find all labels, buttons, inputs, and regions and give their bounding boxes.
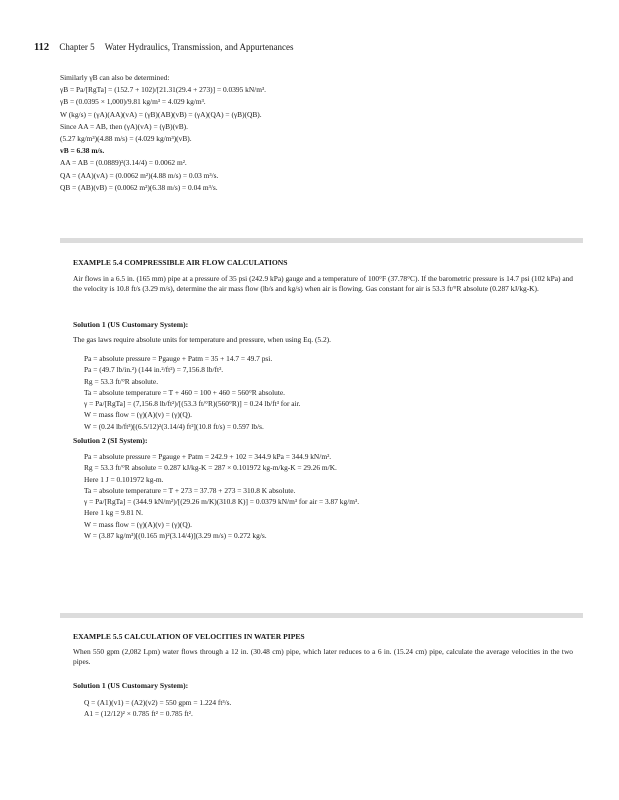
equation-line-3: Rg = 53.3 ft/°R absolute. [84,376,159,386]
solution-line-3: γB = (0.0395 × 1,000)/9.81 kg/m³ = 4.029 kg/m³. [60,97,206,107]
equation-line-8: W = (3.87 kg/m³)[(0.165 m)²(3.14/4)](3.29 m/s) = 0.272 kg/s. [84,531,267,541]
equation-line-4: Ta = absolute temperature = T + 273 = 37.78 + 273 = 310.8 K absolute. [84,485,296,495]
solution-line-1: Similarly γB can also be determined: [60,73,170,82]
chapter-title: Water Hydraulics, Transmission, and Appurtenances [104,42,294,52]
example-5-5-solution-1-heading: Solution 1 (US Customary System): [73,681,189,690]
example-5-4-solution-1-equations [84,353,579,432]
solution-line-9: QA = (AA)(vA) = (0.0062 m²)(4.88 m/s) = 0.03 m³/s. [60,170,219,180]
page-header [34,42,294,53]
example-5-4-divider [60,238,583,243]
solution-line-7: vB = 6.38 m/s. [60,146,105,156]
equation-line-1: Pa = absolute pressure = Pgauge + Patm = 242.9 + 102 = 344.9 kPa = 344.9 kN/m². [84,452,332,461]
equation-line-6: W = mass flow = (γ)(A)(v) = (γ)(Q). [84,410,192,420]
example-5-4-solution-2-equations [84,451,579,541]
example-5-4-solution-1-heading: Solution 1 (US Customary System): [73,320,189,329]
equation-line-7: W = (0.24 lb/ft³)[(6.5/12)²(3.14/4) ft²](10.8 ft/s) = 0.597 lb/s. [84,421,264,431]
equation-line-3: Here 1 J = 0.101972 kg-m. [84,474,164,484]
example-5-4-problem: Air flows in a 6.5 in. (165 mm) pipe at a pressure of 35 psi (242.9 kPa) gauge and a temperature of 100°F (37.78°C). If the barometric pressure is 14.7 psi (102 kPa) and the velocity is 10.8 ft/s (3.29 m/s), determine the air mass flow (lb/s and kg/s) when air is flowing. Gas constant for air is 53.3 ft/°R absolute (0.287 kJ/kg-K). [73,274,573,293]
page-number: 112 [34,42,50,53]
example-5-5-divider [60,613,583,618]
solution-line-2: γB = Pa/[RgTa] = (152.7 + 102)/[21.31(29.4 + 273)] = 0.0395 kN/m³. [60,85,267,95]
equation-line-4: Ta = absolute temperature = T + 460 = 100 + 460 = 560°R absolute. [84,387,286,397]
example-5-5-solution-1-equations [84,697,579,720]
solution-line-6: (5.27 kg/m³)(4.88 m/s) = (4.029 kg/m³)(vB). [60,134,192,144]
equation-line-5: γ = Pa/[RgTa] = (344.9 kN/m²)/[(29.26 m/K)(310.8 K)] = 0.0379 kN/m³ for air = 3.87 kg/m³. [84,497,360,507]
solution-line-4: W (kg/s) = (γA)(AA)(vA) = (γB)(AB)(vB) = (γA)(QA) = (γB)(QB). [60,109,262,119]
equation-line-6: Here 1 kg = 9.81 N. [84,508,143,518]
equation-line-5: γ = Pa/[RgTa] = (7,156.8 lb/ft²)/[(53.3 ft/°R)(560°R)] = 0.24 lb/ft³ for air. [84,399,301,409]
example-5-5-problem: When 550 gpm (2,082 Lpm) water flows through a 12 in. (30.48 cm) pipe, which later reduces to a 6 in. (15.24 cm) pipe, calculate the average velocities in the two pipes. [73,647,573,666]
example-5-5-title: EXAMPLE 5.5 CALCULATION OF VELOCITIES IN WATER PIPES [73,632,305,641]
example-5-4-solution-1-intro: The gas laws require absolute units for temperature and pressure, when using Eq. (5.2). [73,335,331,344]
continued-solution-block [60,72,580,194]
equation-line-7: W = mass flow = (γ)(A)(v) = (γ)(Q). [84,519,192,529]
example-5-4-solution-2-heading: Solution 2 (SI System): [73,436,148,445]
solution-line-8: AA = AB = (0.0889)²(3.14/4) = 0.0062 m². [60,158,187,168]
equation-line-2: Pa = (49.7 lb/in.²) (144 in.²/ft²) = 7,156.8 lb/ft². [84,365,224,375]
solution-line-5: Since AA = AB, then (γA)(vA) = (γB)(vB). [60,121,188,131]
example-5-4-title: EXAMPLE 5.4 COMPRESSIBLE AIR FLOW CALCULATIONS [73,258,288,267]
solution-line-10: QB = (AB)(vB) = (0.0062 m²)(6.38 m/s) = 0.04 m³/s. [60,182,218,192]
chapter-label: Chapter 5 [59,42,95,52]
equation-line-2: Rg = 53.3 ft/°R absolute = 0.287 kJ/kg-K = 287 × 0.101972 kg-m/kg-K = 29.26 m/K. [84,463,337,473]
equation-line-2: A1 = (12/12)² × 0.785 ft² = 0.785 ft². [84,709,193,719]
equation-line-1: Q = (A1)(v1) = (A2)(v2) = 550 gpm = 1.224 ft³/s. [84,698,232,707]
equation-line-1: Pa = absolute pressure = Pgauge + Patm = 35 + 14.7 = 49.7 psi. [84,354,273,363]
